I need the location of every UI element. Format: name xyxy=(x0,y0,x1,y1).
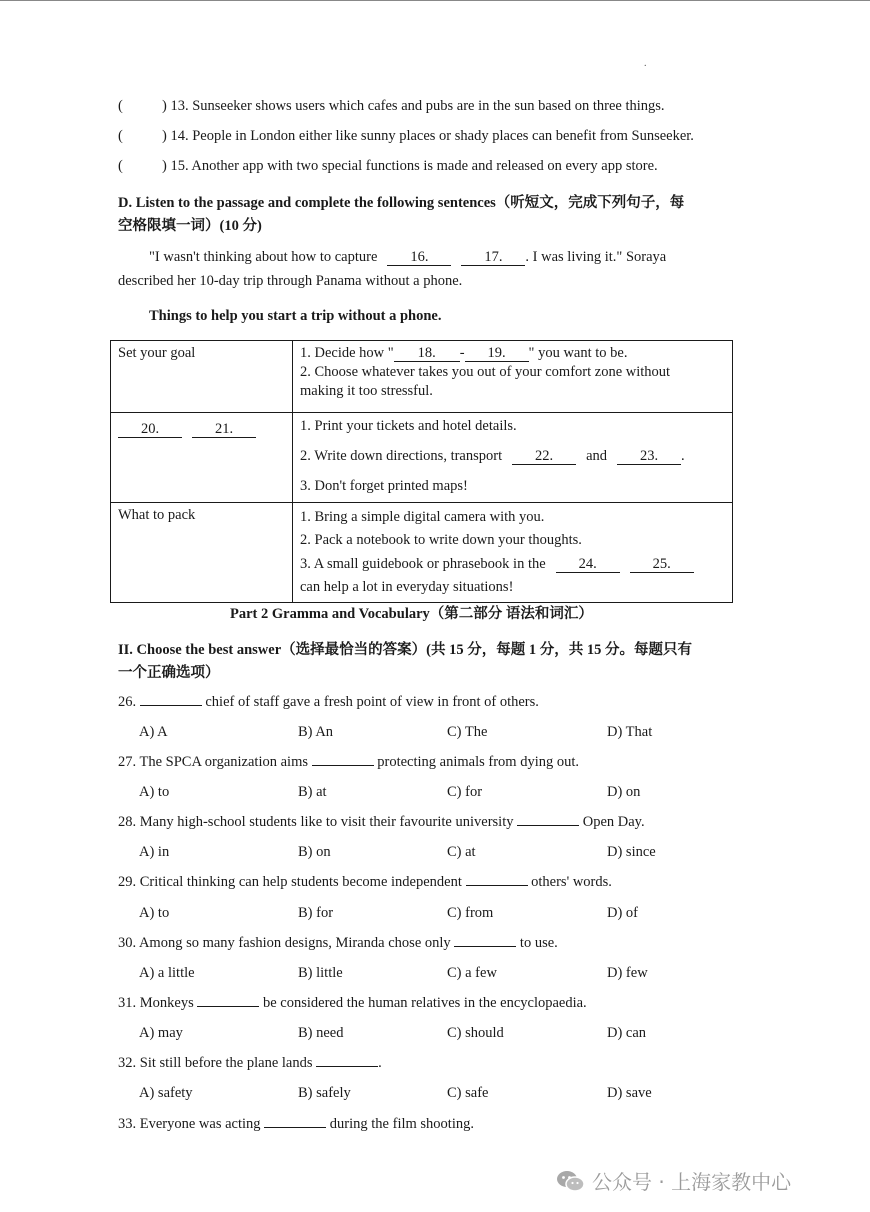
option-b[interactable]: B) An xyxy=(298,724,334,740)
wechat-icon xyxy=(556,1169,586,1198)
pack-line1: 1. Bring a simple digital camera with you. xyxy=(300,509,545,525)
answer-blank[interactable] xyxy=(454,946,516,947)
blank-24[interactable]: 24. xyxy=(556,557,620,573)
option-c[interactable]: C) should xyxy=(447,1025,504,1041)
question-29: 29. Critical thinking can help students become independent others' words. xyxy=(118,874,612,890)
option-a[interactable]: A) in xyxy=(139,844,170,860)
tf-item-text: ) 15. Another app with two special functions is made and released on every app store. xyxy=(162,158,658,174)
answer-paren[interactable]: ( xyxy=(118,128,123,144)
watermark-text: 公众号 · 上海家教中心 xyxy=(592,1170,792,1194)
answer-blank[interactable] xyxy=(264,1127,326,1128)
answer-blank[interactable] xyxy=(312,765,374,766)
option-c[interactable]: C) The xyxy=(447,724,488,740)
answer-blank[interactable] xyxy=(140,705,202,706)
answer-blank[interactable] xyxy=(316,1066,378,1067)
question-31: 31. Monkeys be considered the human relatives in the encyclopaedia. xyxy=(118,995,587,1011)
row-label-goal: Set your goal xyxy=(111,341,293,413)
option-b[interactable]: B) safely xyxy=(298,1085,351,1101)
answer-blank[interactable] xyxy=(466,885,528,886)
option-b[interactable]: B) little xyxy=(298,965,343,981)
watermark xyxy=(556,1166,791,1198)
blank-18[interactable]: 18. xyxy=(394,346,460,362)
blank-23[interactable]: 23. xyxy=(617,449,681,465)
option-b[interactable]: B) at xyxy=(298,784,327,800)
prepare-line3: 3. Don't forget printed maps! xyxy=(300,478,468,494)
option-b[interactable]: B) need xyxy=(298,1025,344,1041)
page-top-border xyxy=(0,0,870,1)
pack-line4: can help a lot in everyday situations! xyxy=(300,579,514,595)
blank-25[interactable]: 25. xyxy=(630,557,694,573)
tf-item-15 xyxy=(118,158,658,175)
question-26: 26. chief of staff gave a fresh point of view in front of others. xyxy=(118,694,539,710)
option-d[interactable]: D) That xyxy=(607,724,653,740)
question-27: 27. The SPCA organization aims protecting animals from dying out. xyxy=(118,754,580,770)
option-b[interactable]: B) for xyxy=(298,905,334,921)
blank-21[interactable]: 21. xyxy=(192,422,256,438)
blank-22[interactable]: 22. xyxy=(512,449,576,465)
header-dot: . xyxy=(644,58,647,69)
tf-item-13 xyxy=(118,98,665,115)
answer-blank[interactable] xyxy=(197,1006,259,1007)
blank-16[interactable]: 16. xyxy=(387,250,451,266)
option-d[interactable]: D) since xyxy=(607,844,656,860)
trip-plan-table xyxy=(110,340,733,603)
goal-line3: making it too stressful. xyxy=(300,383,433,399)
option-d[interactable]: D) few xyxy=(607,965,648,981)
table-row-pack xyxy=(111,503,733,603)
pack-line3: 3. A small guidebook or phrasebook in the 24. 25. xyxy=(300,552,725,576)
option-d[interactable]: D) can xyxy=(607,1025,647,1041)
option-a[interactable]: A) to xyxy=(139,905,170,921)
question-28: 28. Many high-school students like to visit their favourite university Open Day. xyxy=(118,814,645,830)
prepare-line2: 2. Write down directions, transport 22. and 23. . xyxy=(300,448,685,464)
blank-19[interactable]: 19. xyxy=(465,346,529,362)
option-d[interactable]: D) of xyxy=(607,905,639,921)
table-subtitle: Things to help you start a trip without a phone. xyxy=(149,308,442,324)
option-c[interactable]: C) a few xyxy=(447,965,497,981)
answer-blank[interactable] xyxy=(517,825,579,826)
option-a[interactable]: A) A xyxy=(139,724,168,740)
row-content-goal xyxy=(293,341,733,413)
option-a[interactable]: A) to xyxy=(139,784,170,800)
row-label-pack: What to pack xyxy=(111,503,293,603)
quote-line1 xyxy=(149,249,666,266)
question-33: 33. Everyone was acting during the film shooting. xyxy=(118,1116,474,1132)
tf-item-14 xyxy=(118,128,694,145)
table-row-goal xyxy=(111,341,733,413)
quote-text-a: "I wasn't thinking about how to capture xyxy=(149,249,378,265)
tf-item-text: ) 13. Sunseeker shows users which cafes and pubs are in the sun based on three things. xyxy=(162,98,665,114)
blank-20[interactable]: 20. xyxy=(118,422,182,438)
quote-text-b: . I was living it." Soraya xyxy=(525,249,667,265)
option-a[interactable]: A) safety xyxy=(139,1085,193,1101)
row-content-pack xyxy=(293,503,733,603)
section-d-title-line1: D. Listen to the passage and complete the following sentences（听短文，完成下列句子，每 xyxy=(118,195,685,211)
part2-title: Part 2 Gramma and Vocabulary（第二部分 语法和词汇） xyxy=(230,606,593,622)
row-content-prepare xyxy=(293,413,733,503)
answer-paren[interactable]: ( xyxy=(118,98,123,114)
tf-item-text: ) 14. People in London either like sunny places or shady places can benefit from Sunseeker. xyxy=(162,128,694,144)
question-30: 30. Among so many fashion designs, Miranda chose only to use. xyxy=(118,935,558,951)
option-c[interactable]: C) from xyxy=(447,905,494,921)
quote-line2: described her 10-day trip through Panama without a phone. xyxy=(118,273,463,289)
section-ii-title-line2: 一个正确选项） xyxy=(118,665,220,681)
section-d-title-line2: 空格限填一词）(10 分) xyxy=(118,218,262,234)
option-a[interactable]: A) a little xyxy=(139,965,195,981)
pack-line2: 2. Pack a notebook to write down your thoughts. xyxy=(300,532,582,548)
option-c[interactable]: C) for xyxy=(447,784,483,800)
option-c[interactable]: C) at xyxy=(447,844,476,860)
option-d[interactable]: D) save xyxy=(607,1085,652,1101)
blank-17[interactable]: 17. xyxy=(461,250,525,266)
prepare-line1: 1. Print your tickets and hotel details. xyxy=(300,418,517,434)
row-label-prepare xyxy=(111,413,293,503)
goal-line1: 1. Decide how " 18. - 19. " you want to be. xyxy=(300,345,628,361)
answer-paren[interactable]: ( xyxy=(118,158,123,174)
section-ii-title-line1: II. Choose the best answer（选择最恰当的答案）(共 15 分，每题 1 分，共 15 分。每题只有 xyxy=(118,642,692,658)
option-a[interactable]: A) may xyxy=(139,1025,183,1041)
option-b[interactable]: B) on xyxy=(298,844,331,860)
option-c[interactable]: C) safe xyxy=(447,1085,489,1101)
question-32: 32. Sit still before the plane lands . xyxy=(118,1055,382,1071)
table-row-prepare xyxy=(111,413,733,503)
option-d[interactable]: D) on xyxy=(607,784,641,800)
goal-line2: 2. Choose whatever takes you out of your comfort zone without xyxy=(300,364,671,380)
